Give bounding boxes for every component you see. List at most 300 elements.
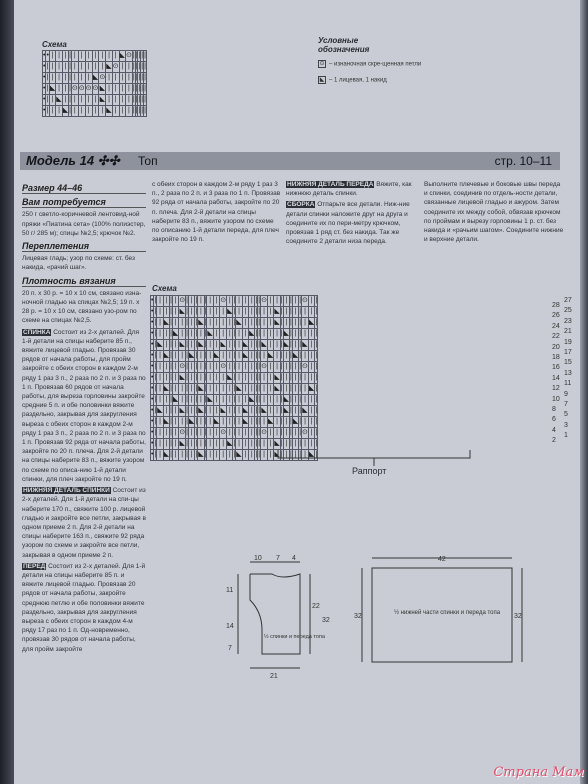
chart-cell: | [236, 307, 242, 318]
chart-cell: | [154, 406, 157, 417]
chart-cell: • [43, 73, 46, 84]
row-number: 28 [552, 302, 560, 309]
chart-cell: | [283, 296, 289, 307]
chart-cell: | [170, 406, 173, 417]
dim-14: 14 [226, 623, 234, 630]
chart-cell: | [163, 340, 169, 351]
chart-cell: • [151, 406, 154, 417]
chart-cell: | [290, 417, 293, 428]
legend-item-1: ⊙ – изнаночная скре-щенная петли [319, 61, 422, 68]
row-number: 22 [552, 333, 560, 341]
row-number: 4 [552, 426, 556, 434]
chart-cell: | [227, 296, 233, 307]
row-number: 15 [564, 359, 572, 367]
chart-cell: ◣ [249, 395, 255, 406]
chart-cell: | [268, 373, 274, 384]
chart-cell: | [49, 73, 55, 84]
dim-7: 7 [276, 555, 280, 562]
chart-cell: | [302, 307, 309, 318]
chart-cell: | [227, 384, 233, 395]
chart-cell: | [204, 439, 207, 450]
chart-cell: | [255, 439, 258, 450]
chart-cell: | [249, 296, 255, 307]
rapport-label: Раппорт [348, 466, 390, 476]
chart-cell: | [69, 51, 72, 62]
chart-cell: | [302, 373, 309, 384]
chart-cell: | [92, 95, 99, 106]
chart-cell: | [163, 439, 169, 450]
chart-cell: | [292, 384, 298, 395]
row-number: 25 [564, 307, 572, 315]
chart-cell: ◣ [268, 417, 274, 428]
chart-cell: | [249, 318, 255, 329]
chart-cell: | [308, 296, 314, 307]
chart-cell: | [242, 307, 248, 318]
chart-cell: | [242, 373, 248, 384]
chart-cell: | [290, 406, 293, 417]
chart-cell: ◣ [207, 329, 213, 340]
chart-cell: | [198, 296, 204, 307]
row-number: 2 [552, 437, 556, 445]
chart-cell: | [280, 406, 283, 417]
chart-cell: | [280, 329, 283, 340]
chart-cell: | [236, 417, 242, 428]
chart-cell: | [186, 296, 189, 307]
chart-cell: | [179, 351, 186, 362]
chart-cell: | [302, 329, 309, 340]
chart-cell: | [119, 62, 125, 73]
chart-cell: | [242, 450, 248, 461]
col2-text: с обеих сторон в каждом 2-м ряду 1 раз 3 п., 2 раза по 2 п. и 3 раза по 1 п. Провязав 92 ряда от начала работы, закройте по 20 п. плеча. Для 2-й детали на спицы наберите 83 п., вяжите узором по схеме по описанию 1-й детали переда, для плеч закройте по 19 п. [152, 181, 281, 244]
chart-cell: | [280, 373, 283, 384]
chart-cell: | [261, 384, 268, 395]
magazine-page [14, 0, 580, 784]
chart-cell: | [308, 406, 314, 417]
chart-cell: ⊙ [261, 428, 268, 439]
assembly-label: СБОРКА [287, 201, 315, 209]
chart-cell: | [141, 51, 144, 62]
chart-cell: | [292, 406, 298, 417]
chart-cell: | [198, 307, 204, 318]
chart-cell: | [188, 450, 194, 461]
chart-cell: | [119, 84, 125, 95]
pattern-diagram-lower-part [354, 552, 534, 672]
row-number: 9 [564, 390, 568, 398]
row-number: 12 [552, 385, 560, 393]
chart-cell: ◣ [236, 384, 242, 395]
chart-cell: ◣ [49, 84, 55, 95]
chart-cell: | [249, 373, 255, 384]
chart-cell: | [207, 351, 213, 362]
chart-cell: | [188, 307, 194, 318]
dim-4: 4 [292, 555, 296, 562]
chart-cell: | [299, 340, 302, 351]
chart-cell: | [274, 406, 280, 417]
chart-cell: | [69, 73, 72, 84]
chart-cell: ◣ [274, 373, 280, 384]
chart-cell: | [261, 307, 268, 318]
chart-cell: | [242, 362, 248, 373]
chart-cell: | [172, 296, 178, 307]
chart-cell: | [141, 106, 144, 117]
chart-cell: | [186, 417, 189, 428]
chart-cell: ◣ [198, 384, 204, 395]
chart-cell: ⊙ [220, 296, 227, 307]
chart-cell: | [78, 73, 85, 84]
chart-cell: | [299, 373, 302, 384]
chart-cell: | [207, 373, 213, 384]
chart-cell: | [258, 384, 261, 395]
chart-cell: | [99, 51, 106, 62]
chart-cell: | [280, 428, 283, 439]
lower-front-text: Вяжите, как нижнюю деталь спинки. [286, 181, 412, 198]
chart-cell: | [92, 62, 99, 73]
chart-cell: | [49, 51, 55, 62]
chart-cell: | [268, 296, 274, 307]
chart-cell: | [62, 95, 68, 106]
chart-cell: | [213, 318, 219, 329]
book-spine [0, 0, 14, 784]
chart-cell: ◣ [92, 73, 99, 84]
chart-cell: ⊙ [92, 84, 99, 95]
chart-cell: ◣ [179, 340, 186, 351]
chart-cell: | [255, 406, 258, 417]
chart-cell: | [290, 318, 293, 329]
chart-cell: ◣ [283, 406, 289, 417]
chart-cell: | [154, 395, 157, 406]
chart-cell: | [46, 73, 49, 84]
chart-cell: | [198, 351, 204, 362]
row-number: 21 [564, 328, 572, 336]
chart-cell: | [186, 340, 189, 351]
page-edge [580, 0, 588, 784]
chart-cell: | [172, 406, 178, 417]
chart-cell: | [144, 62, 147, 73]
chart-cell: | [186, 384, 189, 395]
chart-cell: | [188, 318, 194, 329]
row-number: 14 [552, 374, 560, 382]
chart-cell: | [258, 406, 261, 417]
chart-cell: | [249, 384, 255, 395]
chart-cell: | [299, 329, 302, 340]
chart-cell: ◣ [236, 318, 242, 329]
chart-cell: | [292, 307, 298, 318]
chart-cell: | [283, 373, 289, 384]
chart-cell: | [274, 340, 280, 351]
legend [318, 36, 468, 84]
chart-cell: | [71, 106, 78, 117]
chart-cell: | [198, 329, 204, 340]
chart-cell: ◣ [227, 307, 233, 318]
row-number: 20 [552, 343, 560, 351]
chart-cell: • [151, 307, 154, 318]
chart-cell: | [132, 73, 135, 84]
chart-cell: | [220, 329, 227, 340]
chart-cell: | [69, 106, 72, 117]
chart-cell: | [125, 84, 132, 95]
chart-cell: | [135, 84, 138, 95]
chart-cell: | [170, 296, 173, 307]
model-subtitle: Топ [138, 154, 158, 168]
chart-cell: | [299, 362, 302, 373]
chart-cell: | [119, 95, 125, 106]
materials-heading: Вам потребуется [22, 198, 146, 208]
lower-back-text: Состоит из 2-х деталей. Для 1-й детали на спи-цы наберите 170 п., свяжите 100 р. лицевой гладью и закройте все петли, закрывая в одном приеме 2 п. Для 2-й детали на спицы наберите 163 п., свяжите 92 ряда узором по схеме и закройте все петли, закрывая в одном приеме 2 п. [22, 487, 146, 559]
chart-cell: | [198, 395, 204, 406]
chart-cell: | [302, 450, 309, 461]
chart-cell: | [255, 373, 258, 384]
chart-cell: | [138, 106, 141, 117]
chart-cell: | [268, 329, 274, 340]
chart-cell: | [220, 307, 227, 318]
chart-cell: | [227, 340, 233, 351]
chart-cell: ◣ [179, 406, 186, 417]
chart-cell: | [213, 329, 219, 340]
chart-cell: | [236, 362, 242, 373]
chart-cell: | [315, 307, 318, 318]
chart-cell: | [172, 439, 178, 450]
chart-cell: | [99, 106, 106, 117]
chart-cell: ◣ [242, 351, 248, 362]
chart-cell: | [170, 373, 173, 384]
column-4 [424, 180, 564, 246]
chart-cell: | [69, 95, 72, 106]
chart-cell: | [141, 73, 144, 84]
chart-cell: • [151, 373, 154, 384]
chart-cell: | [154, 351, 157, 362]
chart-cell: | [56, 106, 62, 117]
chart-cell: | [207, 428, 213, 439]
chart-cell: | [242, 296, 248, 307]
chart-cell: | [233, 351, 236, 362]
chart-cell: | [242, 329, 248, 340]
row-number: 6 [552, 416, 556, 424]
chart-cell: | [283, 362, 289, 373]
chart-cell: • [151, 351, 154, 362]
chart-cell: | [56, 73, 62, 84]
chart-cell: | [132, 84, 135, 95]
chart-cell: | [188, 384, 194, 395]
chart-cell: | [299, 307, 302, 318]
chart-cell: | [195, 450, 198, 461]
chart-cell: | [213, 296, 219, 307]
chart-cell: | [227, 318, 233, 329]
chart-cell: | [233, 296, 236, 307]
chart-cell: ◣ [157, 340, 163, 351]
chart-cell: | [69, 84, 72, 95]
row-number: 5 [564, 411, 568, 419]
chart-cell: • [151, 395, 154, 406]
diagram2-label: ½ нижней части спинки и переда топа [394, 610, 501, 616]
chart-cell: ◣ [249, 329, 255, 340]
chart-cell: | [49, 95, 55, 106]
chart-cell: ◣ [99, 84, 106, 95]
chart-cell: | [85, 62, 92, 73]
chart-cell: | [255, 318, 258, 329]
chart-cell: ◣ [302, 406, 309, 417]
chart-cell: | [258, 296, 261, 307]
chart-cell: | [204, 417, 207, 428]
chart-cell: | [138, 62, 141, 73]
chart-cell: | [46, 95, 49, 106]
chart-cell: | [125, 62, 132, 73]
chart-cell: | [258, 329, 261, 340]
chart-cell: | [138, 84, 141, 95]
chart-cell: | [233, 450, 236, 461]
chart-cell: | [315, 329, 318, 340]
chart-cell: | [141, 84, 144, 95]
chart-cell: ◣ [163, 351, 169, 362]
chart-cell: | [299, 351, 302, 362]
row-number: 26 [552, 312, 560, 320]
chart-cell: ◣ [292, 417, 298, 428]
chart-cell: ◣ [179, 373, 186, 384]
size-heading: Размер 44–46 [22, 184, 146, 194]
chart-cell: | [213, 428, 219, 439]
chart-cell: | [315, 296, 318, 307]
chart-cell: | [198, 439, 204, 450]
chart-cell: | [302, 351, 309, 362]
chart-cell: | [62, 51, 68, 62]
chart-cell: ⊙ [302, 362, 309, 373]
chart-cell: | [186, 329, 189, 340]
chart-cell: ◣ [227, 439, 233, 450]
chart-cell: | [315, 351, 318, 362]
chart-cell: | [106, 51, 112, 62]
chart-cell: | [258, 395, 261, 406]
chart-cell: | [268, 428, 274, 439]
chart-cell: | [280, 384, 283, 395]
chart-cell: | [195, 406, 198, 417]
chart-cell: | [258, 307, 261, 318]
chart-cell: | [315, 406, 318, 417]
chart-cell: ◣ [308, 450, 314, 461]
chart-cell: | [227, 406, 233, 417]
legend-item-2: ◣ – 1 лицевая, 1 накид [319, 77, 387, 84]
chart-cell: | [315, 384, 318, 395]
chart-cell: | [299, 417, 302, 428]
chart-cell: | [170, 329, 173, 340]
chart-cell: | [249, 406, 255, 417]
density-text: 20 п. х 30 р. = 10 х 10 см, связано изна-ночной гладью на спицах №2,5; 19 п. х 28 р. = 10 х 10 см, связано узо-ром по схеме на спицах №2,5. [22, 289, 142, 325]
chart-cell: | [46, 106, 49, 117]
chart-cell: | [233, 417, 236, 428]
chart-cell: | [179, 395, 186, 406]
chart-cell: | [170, 362, 173, 373]
chart-cell: ◣ [188, 417, 194, 428]
chart-cell: | [274, 417, 280, 428]
chart-cell: | [233, 406, 236, 417]
chart-cell: | [308, 428, 314, 439]
chart-cell: | [280, 351, 283, 362]
chart-cell: ◣ [198, 318, 204, 329]
chart-cell: ◣ [261, 406, 268, 417]
chart-cell: | [249, 439, 255, 450]
chart-cell: | [163, 307, 169, 318]
chart-cell: | [242, 318, 248, 329]
chart-cell: | [290, 428, 293, 439]
chart-cell: | [186, 307, 189, 318]
chart-cell: ◣ [163, 417, 169, 428]
chart-cell: | [233, 428, 236, 439]
chart-cell: | [308, 329, 314, 340]
chart-cell: | [242, 384, 248, 395]
dim-7b: 7 [228, 645, 232, 652]
chart-cell: | [280, 417, 283, 428]
chart-cell: | [195, 373, 198, 384]
chart-cell: | [207, 450, 213, 461]
chart-cell: | [112, 106, 119, 117]
chart-cell: ◣ [274, 450, 280, 461]
chart-cell: | [280, 362, 283, 373]
chart-cell: | [154, 296, 157, 307]
chart-cell: | [56, 51, 62, 62]
chart-cell: | [49, 62, 55, 73]
row-number: 19 [564, 338, 572, 346]
chart-cell: | [315, 340, 318, 351]
chart-cell: • [151, 417, 154, 428]
chart-cell: | [207, 296, 213, 307]
chart-cell: | [172, 318, 178, 329]
chart-cell: | [186, 428, 189, 439]
chart-cell: | [255, 329, 258, 340]
chart-cell: | [290, 384, 293, 395]
chart-cell: ⊙ [179, 296, 186, 307]
chart-cell: | [195, 362, 198, 373]
page-reference: стр. 10–11 [494, 154, 552, 168]
chart-cell: | [258, 318, 261, 329]
chart-cell: ◣ [213, 351, 219, 362]
chart-cell: | [315, 318, 318, 329]
chart-cell: | [186, 351, 189, 362]
chart-cell: | [157, 329, 163, 340]
chart-cell: | [280, 395, 283, 406]
chart-cell: ◣ [157, 406, 163, 417]
chart-cell: | [132, 106, 135, 117]
chart-cell: | [315, 428, 318, 439]
chart-cell: | [154, 362, 157, 373]
chart-cell: | [170, 318, 173, 329]
chart-cell: ⊙ [179, 362, 186, 373]
chart-cell: ◣ [220, 406, 227, 417]
chart-cell: | [119, 73, 125, 84]
chart-cell: | [154, 428, 157, 439]
chart-cell: | [258, 428, 261, 439]
chart-cell: | [292, 373, 298, 384]
chart-cell: | [172, 417, 178, 428]
chart-cell: | [299, 406, 302, 417]
chart-cell: | [157, 351, 163, 362]
chart-cell: | [299, 318, 302, 329]
chart-cell: | [195, 307, 198, 318]
row-number: 11 [564, 380, 572, 388]
chart-cell: | [233, 395, 236, 406]
chart-cell: | [274, 428, 280, 439]
chart-cell: | [308, 417, 314, 428]
chart-cell: | [280, 439, 283, 450]
chart-cell: | [236, 395, 242, 406]
chart-cell: | [188, 329, 194, 340]
chart-cell: | [292, 318, 298, 329]
row-number: 3 [564, 421, 568, 429]
chart-cell: | [249, 417, 255, 428]
chart-cell: | [213, 373, 219, 384]
chart-cell: | [280, 318, 283, 329]
chart-cell: | [255, 450, 258, 461]
chart-cell: ⊙ [112, 62, 119, 73]
chart-cell: | [69, 62, 72, 73]
chart-cell: | [157, 384, 163, 395]
